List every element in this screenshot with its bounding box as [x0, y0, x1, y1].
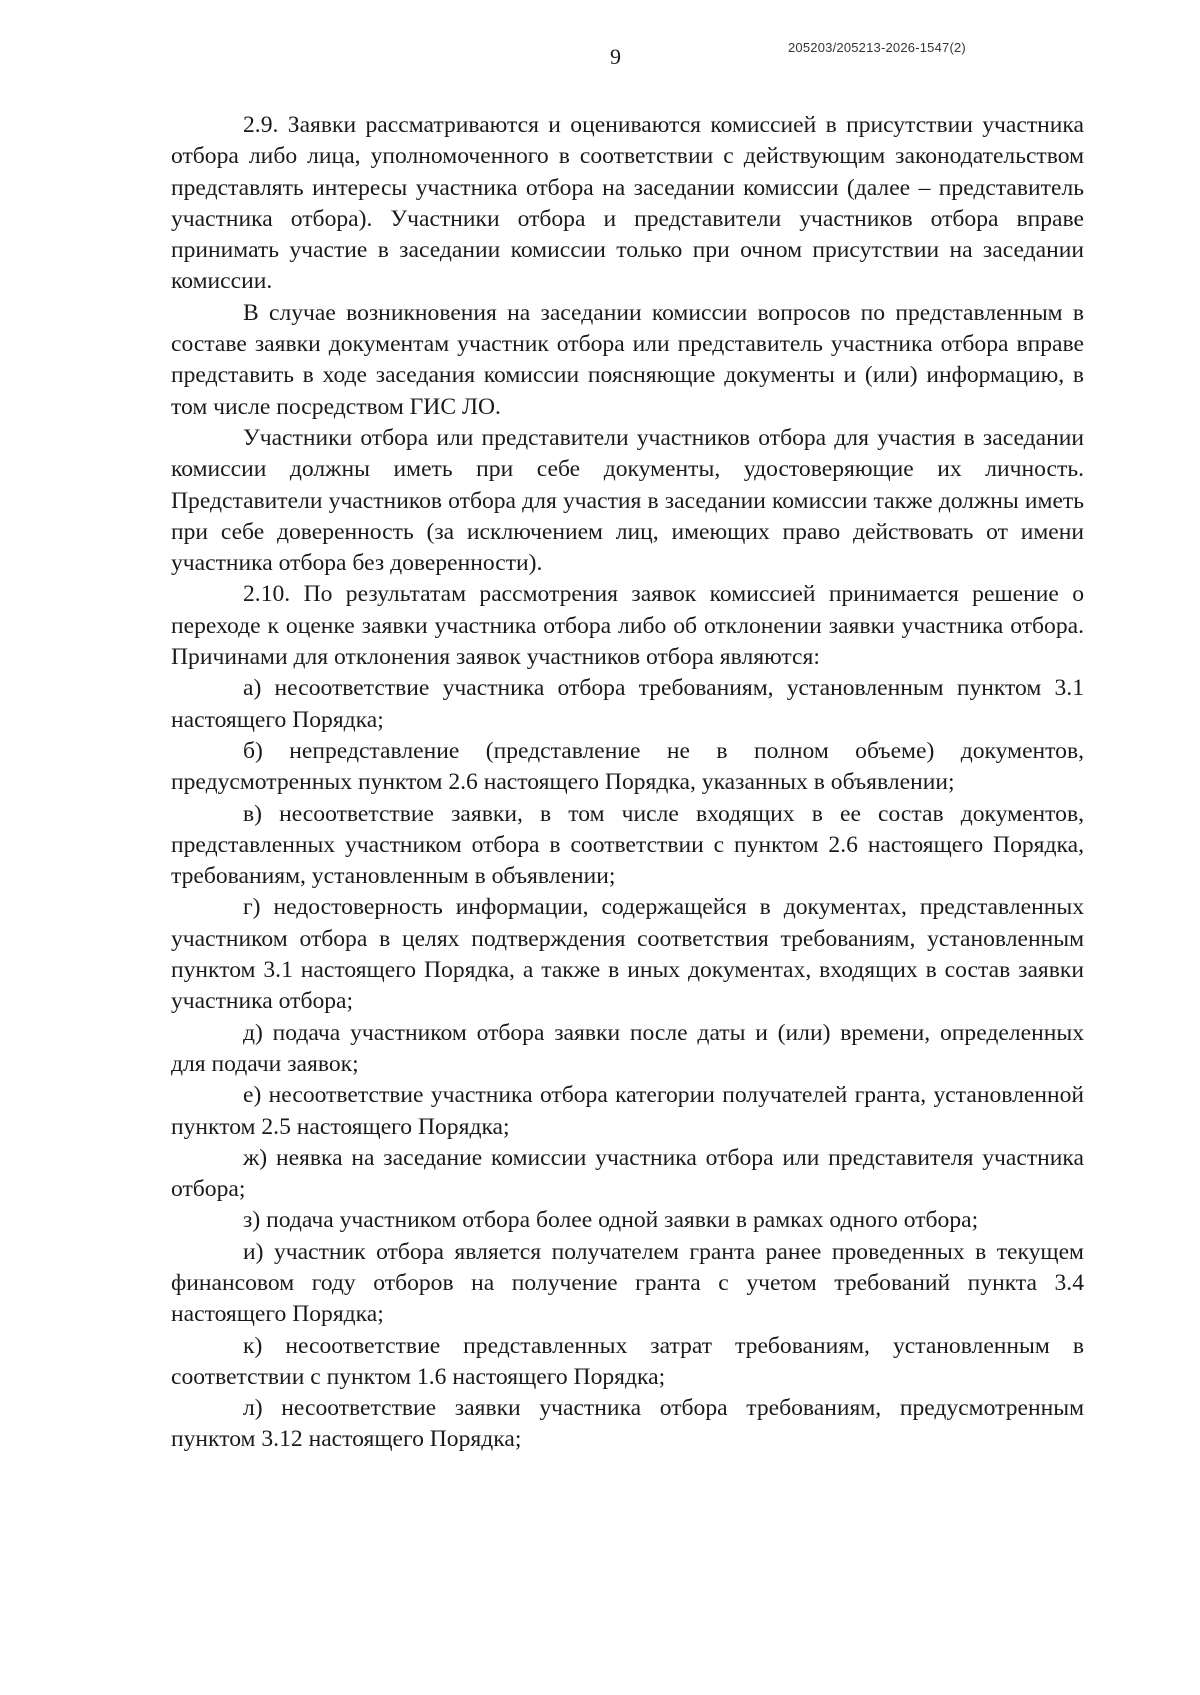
list-item-g: г) недостоверность информации, содержащейся в документах, представленных участником отбора в целях подтверждения соответствия требованиям, установленным пунктом 3.1 настоящего Порядка, а также в иных документах, входящих в состав заявки участника отбора; [171, 894, 1084, 1015]
document-body [171, 110, 1084, 1456]
list-item-e: е) несоответствие участника отбора категории получателей гранта, установленной пунктом 2.5 настоящего Порядка; [171, 1082, 1084, 1140]
list-item-i: и) участник отбора является получателем гранта ранее проведенных в текущем финансовом году отборов на получение гранта с учетом требований пункта 3.4 настоящего Порядка; [171, 1238, 1084, 1328]
page-number: 9 [610, 44, 621, 69]
paragraph-questions: В случае возникновения на заседании комиссии вопросов по представленным в составе заявки документам участник отбора или представитель участника отбора вправе представить в ходе заседания комиссии поясняющие документы и (или) информацию, в том числе посредством ГИС ЛО. [171, 299, 1084, 420]
list-item-zh: ж) неявка на заседание комиссии участника отбора или представителя участника отбора; [171, 1144, 1084, 1203]
paragraph-2-10: 2.10. По результатам рассмотрения заявок комиссией принимается решение о переходе к оценке заявки участника отбора либо об отклонении заявки участника отбора. Причинами для отклонения заявок участников отбора являются: [171, 581, 1084, 671]
list-item-z: з) подача участником отбора более одной заявки в рамках одного отбора; [243, 1207, 979, 1234]
list-item-a: а) несоответствие участника отбора требованиям, установленным пунктом 3.1 настоящего Порядка; [171, 675, 1084, 733]
list-item-d: д) подача участником отбора заявки после даты и (или) времени, определенных для подачи заявок; [171, 1019, 1084, 1077]
list-item-l: л) несоответствие заявки участника отбора требованиям, предусмотренным пунктом 3.12 настоящего Порядка; [171, 1395, 1084, 1453]
list-item-b: б) непредставление (представление не в полном объеме) документов, предусмотренных пунктом 2.6 настоящего Порядка, указанных в объявлении; [171, 737, 1084, 796]
paragraph-2-9: 2.9. Заявки рассматриваются и оцениваются комиссией в присутствии участника отбора либо лица, уполномоченного в соответствии с действующим законодательством представлять интересы участника отбора на заседании комиссии (далее – представитель участника отбора). Участники отбора и представители участников отбора вправе принимать участие в заседании комиссии только при очном присутствии на заседании комиссии. [171, 112, 1084, 295]
paragraph-identity: Участники отбора или представители участников отбора для участия в заседании комиссии должны иметь при себе документы, удостоверяющие их личность. Представители участников отбора для участия в заседании комиссии также должны иметь при себе доверенность (за исключением лиц, имеющих право действовать от имени участника отбора без доверенности). [171, 424, 1084, 577]
list-item-k: к) несоответствие представленных затрат требованиям, установленным в соответствии с пунктом 1.6 настоящего Порядка; [171, 1332, 1084, 1390]
document-id: 205203/205213-2026-1547(2) [788, 40, 966, 55]
list-item-v: в) несоответствие заявки, в том числе входящих в ее состав документов, представленных участником отбора в соответствии с пунктом 2.6 настоящего Порядка, требованиям, установленным в объявлении; [171, 800, 1084, 890]
